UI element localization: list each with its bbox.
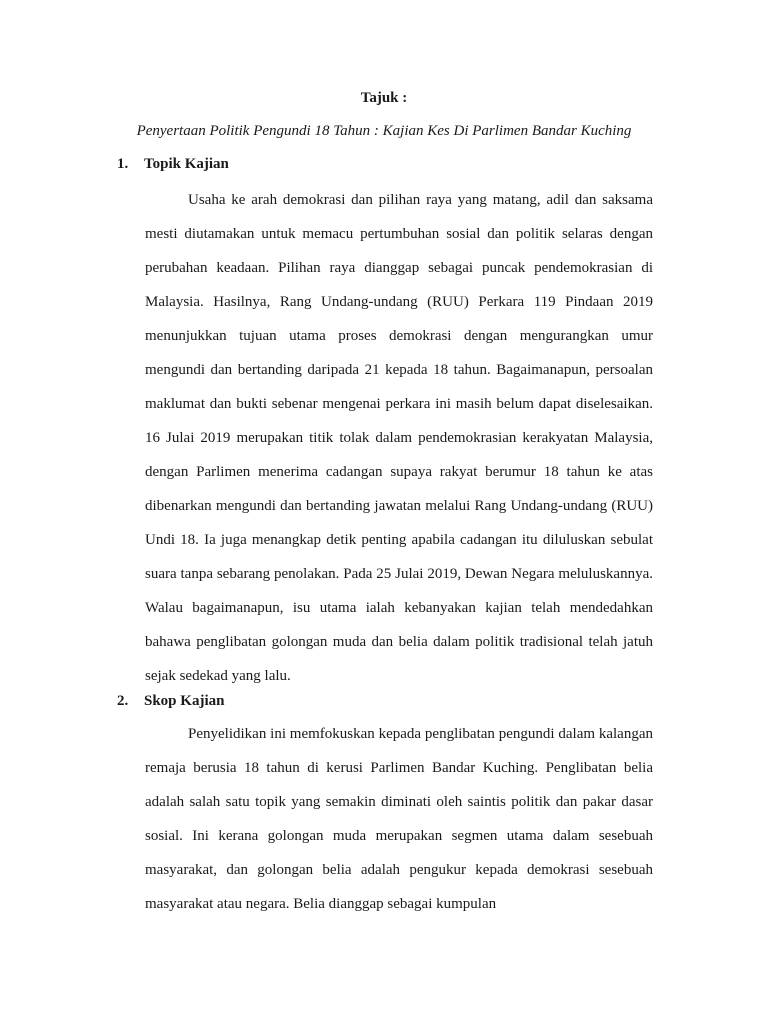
section-heading-text: Topik Kajian xyxy=(144,156,229,172)
section-heading-topik-kajian xyxy=(117,154,229,174)
document-title: Tajuk : xyxy=(360,90,408,106)
section-number: 1. xyxy=(117,156,129,172)
document-subtitle: Penyertaan Politik Pengundi 18 Tahun : Kajian Kes Di Parlimen Bandar Kuching xyxy=(136,123,632,139)
section-number: 2. xyxy=(117,693,129,709)
section-heading-text: Skop Kajian xyxy=(144,693,225,709)
section-paragraph-topik-kajian: Usaha ke arah demokrasi dan pilihan raya yang matang, adil dan saksama mesti diutamakan untuk memacu pertumbuhan sosial dan politik selaras dengan perubahan keadaan. Pilihan raya dianggap sebagai puncak pendemokrasian di Malaysia. Hasilnya, Rang Undang-undang (RUU) Perkara 119 Pindaan 2019 menunjukkan tujuan utama proses demokrasi dengan mengurangkan umur mengundi dan bertanding daripada 21 kepada 18 tahun. Bagaimanapun, persoalan maklumat dan bukti sebenar mengenai perkara ini masih belum dapat diselesaikan. 16 Julai 2019 merupakan titik tolak dalam pendemokrasian kerakyatan Malaysia, dengan Parlimen menerima cadangan supaya rakyat berumur 18 tahun ke atas dibenarkan mengundi dan bertanding jawatan melalui Rang Undang-undang (RUU) Undi 18. Ia juga menangkap detik penting apabila cadangan itu diluluskan sebulat suara tanpa sebarang penolakan. Pada 25 Julai 2019, Dewan Negara meluluskannya. Walau bagaimanapun, isu utama ialah kebanyakan kajian telah mendedahkan bahawa penglibatan golongan muda dan belia dalam politik tradisional telah jatuh sejak sedekad yang lalu. xyxy=(145,192,653,684)
section-heading-skop-kajian xyxy=(117,691,224,711)
section-paragraph-skop-kajian: Penyelidikan ini memfokuskan kepada penglibatan pengundi dalam kalangan remaja berusia 18 tahun di kerusi Parlimen Bandar Kuching. Penglibatan belia adalah salah satu topik yang semakin diminati oleh saintis politik dan pakar dasar sosial. Ini kerana golongan muda merupakan segmen utama dalam sesebuah masyarakat, dan golongan belia adalah pengukur kepada demokrasi sesebuah masyarakat atau negara. Belia dianggap sebagai kumpulan xyxy=(145,726,653,912)
